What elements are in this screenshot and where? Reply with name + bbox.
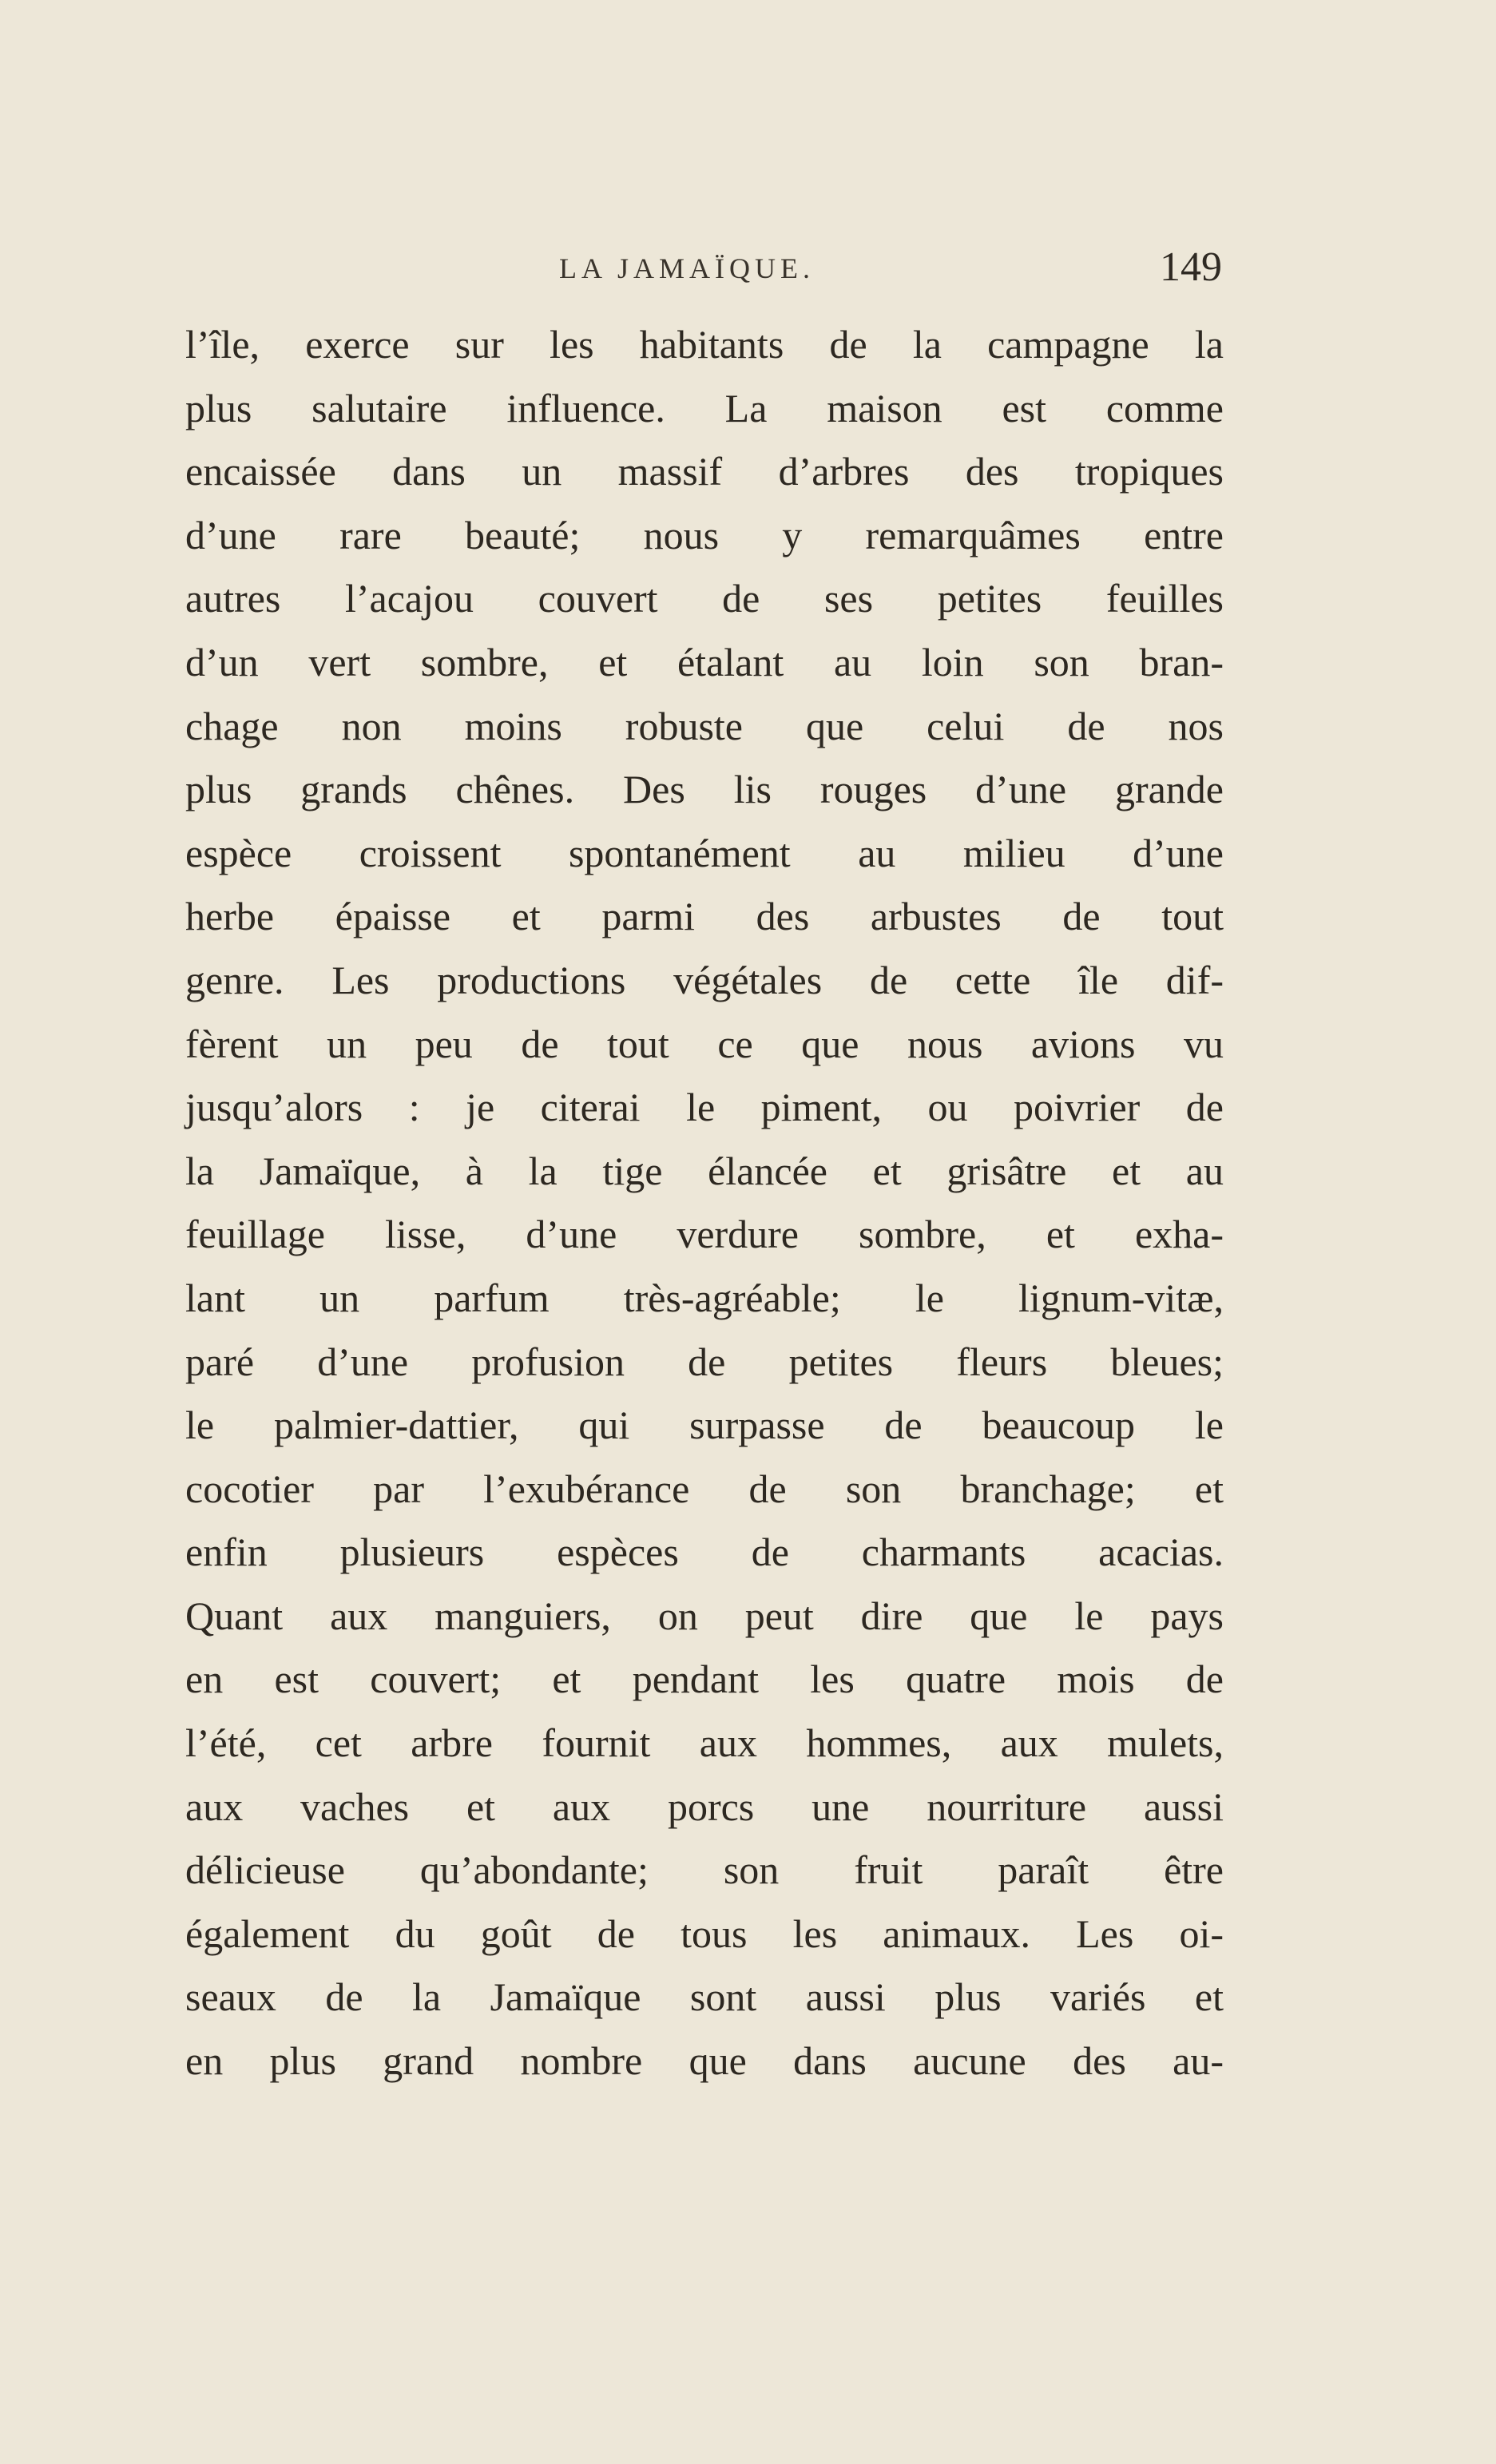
text-line: lant un parfum très-agréable; le lignum-vitæ, bbox=[185, 1275, 1224, 1320]
text-line: fèrent un peu de tout ce que nous avions vu bbox=[185, 1021, 1224, 1066]
text-line: plus grands chênes. Des lis rouges d’une grande bbox=[185, 767, 1224, 812]
text-line: également du goût de tous les animaux. Les oi- bbox=[185, 1910, 1224, 1956]
text-line: paré d’une profusion de petites fleurs bleues; bbox=[185, 1339, 1224, 1384]
text-line: herbe épaisse et parmi des arbustes de tout bbox=[185, 894, 1224, 939]
text-line: jusqu’alors : je citerai le piment, ou poivrier de bbox=[185, 1085, 1224, 1130]
text-line: genre. Les productions végétales de cette île dif- bbox=[185, 957, 1224, 1002]
page-number: 149 bbox=[1160, 244, 1222, 290]
text-line: enfin plusieurs espèces de charmants acacias. bbox=[185, 1530, 1224, 1575]
text-line: l’été, cet arbre fournit aux hommes, aux mulets, bbox=[185, 1720, 1224, 1766]
text-line: la Jamaïque, à la tige élancée et grisâtre et au bbox=[185, 1148, 1224, 1193]
text-line: cocotier par l’exubérance de son branchage; et bbox=[185, 1466, 1224, 1511]
text-line: plus salutaire influence. La maison est comme bbox=[185, 385, 1224, 431]
text-line: le palmier-dattier, qui surpasse de beaucoup le bbox=[185, 1403, 1224, 1448]
text-line: espèce croissent spontanément au milieu d’une bbox=[185, 830, 1224, 875]
text-line: autres l’acajou couvert de ses petites feuilles bbox=[185, 576, 1224, 621]
text-line: délicieuse qu’abondante; son fruit paraît être bbox=[185, 1847, 1224, 1893]
body-text bbox=[185, 313, 1224, 2093]
text-line: aux vaches et aux porcs une nourriture aussi bbox=[185, 1784, 1224, 1829]
text-line: seaux de la Jamaïque sont aussi plus variés et bbox=[185, 1974, 1224, 2020]
text-line: feuillage lisse, d’une verdure sombre, et exha- bbox=[185, 1212, 1224, 1257]
running-head: LA JAMAÏQUE. bbox=[559, 252, 815, 284]
text-line: en plus grand nombre que dans aucune des au- bbox=[185, 2038, 1224, 2084]
page-header bbox=[184, 244, 1222, 308]
text-line: chage non moins robuste que celui de nos bbox=[185, 703, 1224, 748]
text-line: Quant aux manguiers, on peut dire que le pays bbox=[185, 1593, 1224, 1638]
text-line: encaissée dans un massif d’arbres des tropiques bbox=[185, 449, 1224, 494]
text-line: d’un vert sombre, et étalant au loin son bran- bbox=[185, 639, 1224, 684]
text-line: l’île, exerce sur les habitants de la campagne la bbox=[185, 322, 1224, 367]
text-line: en est couvert; et pendant les quatre mois de bbox=[185, 1657, 1224, 1702]
text-line: d’une rare beauté; nous y remarquâmes entre bbox=[185, 512, 1224, 557]
